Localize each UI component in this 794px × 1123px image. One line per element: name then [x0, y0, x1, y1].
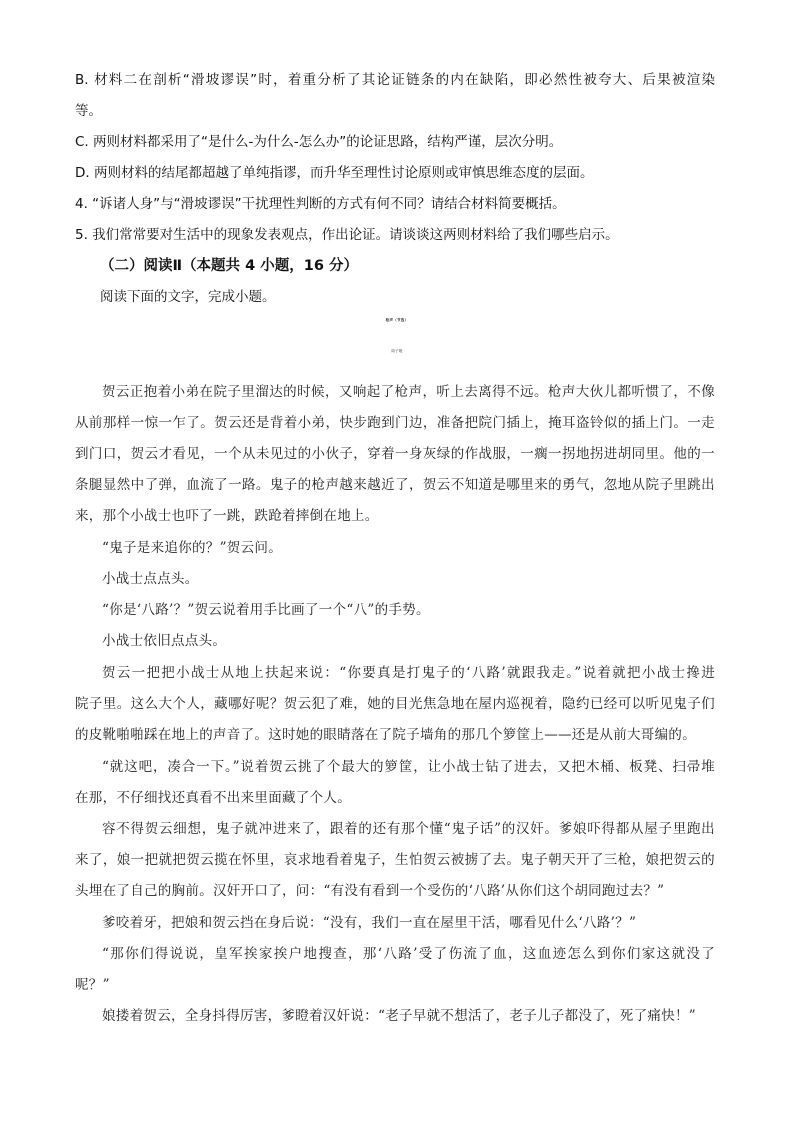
option-b-line-2: 等。 [75, 103, 102, 119]
passage-line: 小战士点点头。 [102, 571, 199, 587]
passage-line: 在那，不仔细找还真看不出来里面藏了个人。 [75, 790, 351, 806]
option-c: C. 两则材料都采用了“是什么-为什么-怎么办”的论证思路，结构严谨，层次分明。 [75, 134, 563, 150]
passage-title: 枪声（节选） [385, 318, 409, 322]
section-instruction: 阅读下面的文字，完成小题。 [100, 289, 276, 305]
passage-line: “你是‘八路’？”贺云说着用手比画了一个“八”的手势。 [102, 602, 430, 618]
section-heading: （二）阅读Ⅱ（本题共 4 小题，16 分） [100, 258, 358, 274]
question-4: 4. “诉诸人身”与“滑坡谬误”干扰理性判断的方式有何不同？请结合材料简要概括。 [75, 196, 566, 212]
passage-line: 条腿显然中了弹，血流了一路。鬼子的枪声越来越近了，贺云不知道是哪里来的勇气，忽地从院子里跳出 [75, 477, 715, 493]
passage-line: 院子里。这么大个人，藏哪好呢？贺云犯了难，她的目光焦急地在屋内巡视着，隐约已经可以听见鬼子们 [75, 696, 715, 712]
passage-line: 贺云正抱着小弟在院子里溜达的时候，又响起了枪声，听上去离得不远。枪声大伙儿都听惯了，不像 [102, 384, 715, 400]
passage-line: 头埋在了自己的胸前。汉奸开口了，问：“有没有看到一个受伤的‘八路’从你们这个胡同跑过去？” [75, 883, 665, 899]
passage-line: 从前那样一惊一乍了。贺云还是背着小弟，快步跑到门边，准备把院门插上，掩耳盗铃似的插上门。一走 [75, 415, 715, 431]
passage-line: 娘搂着贺云，全身抖得厉害，爹瞪着汉奸说：“老子早就不想活了，老子儿子都没了，死了痛快！” [102, 1008, 697, 1024]
passage-line: “那你们得说说，皇军挨家挨户地搜查，那‘八路’受了伤流了血，这血迹怎么到你们家这就没了 [102, 946, 715, 962]
passage-line: 的皮靴啪啪踩在地上的声音了。这时她的眼睛落在了院子墙角的那几个箩筐上——还是从前大哥编的。 [75, 727, 696, 743]
passage-line: 到门口，贺云才看见，一个从未见过的小伙子，穿着一身灰绿的作战服，一瘸一拐地拐进胡同里。他的一 [75, 446, 715, 462]
passage-line: 爹咬着牙，把娘和贺云挡在身后说：“没有，我们一直在屋里干活，哪看见什么‘八路’？” [102, 915, 637, 931]
passage-line: 呢？” [75, 977, 110, 993]
option-b-line-1: B. 材料二在剖析“滑坡谬误”时，着重分析了其论证链条的内在缺陷，即必然性被夸大、后果被渲染 [75, 72, 715, 88]
passage-line: “就这吧，凑合一下。”说着贺云挑了个最大的箩筐，让小战士钻了进去，又把木桶、板凳、扫帚堆 [102, 759, 715, 775]
passage-line: 来，那个小战士也吓了一跳，跌跄着摔倒在地上。 [75, 508, 379, 524]
passage-line: 来了，娘一把就把贺云揽在怀里，哀求地看着鬼子，生怕贺云被掳了去。鬼子朝天开了三枪，娘把贺云的 [75, 852, 715, 868]
passage-line: 容不得贺云细想，鬼子就冲进来了，跟着的还有那个懂“鬼子话”的汉奸。爹娘吓得都从屋子里跑出 [102, 821, 715, 837]
passage-line: 贺云一把把小战士从地上扶起来说：“你要真是打鬼子的‘八路’就跟我走。”说着就把小战士搀进 [102, 665, 715, 681]
question-5: 5. 我们常常要对生活中的现象发表观点，作出论证。请谈谈这两则材料给了我们哪些启示。 [75, 227, 619, 243]
passage-line: “鬼子是来追你的？”贺云问。 [102, 540, 283, 556]
option-d: D. 两则材料的结尾都超越了单纯指谬，而升华至理性讨论原则或审慎思维态度的层面。 [75, 165, 594, 181]
passage-author: 周子妮 [391, 349, 403, 353]
passage-line: 小战士依旧点点头。 [102, 633, 227, 649]
